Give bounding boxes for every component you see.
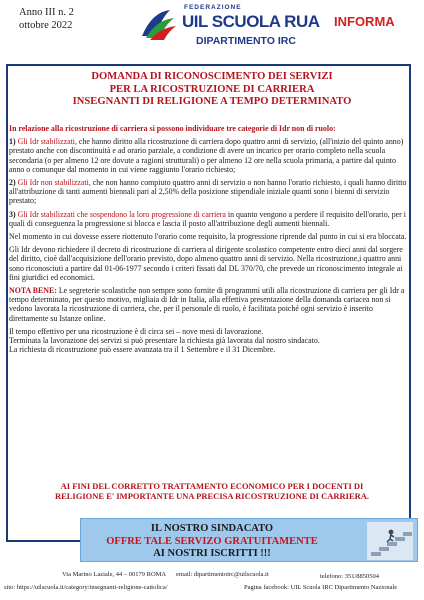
nota-bene-text: Le segreterie scolastiche non sempre sono fornite di programmi utili alla ricostruzione di carriera per gli Idr a tempo determinato, per questo motivo, migliaia di Idr in Italia, alla effettiva presentazione della domanda cartacea non si vedono lavorata la ricostruzione di carriera, che, per il personale di ruolo, è facilitata poiché ogni servizio è inserito direttamente su Istanze online. (9, 286, 405, 323)
edition-number: Anno III n. 2 (19, 7, 74, 18)
page-title (24, 71, 400, 109)
category-2-number: 2) (9, 178, 16, 188)
edition-info (19, 6, 74, 32)
edition-date: ottobre 2022 (19, 20, 73, 31)
nota-bene (9, 286, 407, 323)
logo-name: UIL SCUOLA RUA (182, 12, 320, 31)
logo-dipartimento: DIPARTIMENTO IRC (196, 35, 296, 47)
closing-line-2: RELIGIONE E' IMPORTANTE UNA PRECISA RICOSTRUZIONE DI CARRIERA. (54, 491, 370, 501)
footer-site-link[interactable]: sito: https://uilscuola.it/category/insegnanti-religione-cattolica/ (4, 584, 168, 591)
title-line-3: INSEGNANTI DI RELIGIONE A TEMPO DETERMINATO (72, 96, 352, 107)
title-line-1: DOMANDA DI RICONOSCIMENTO DEI SERVIZI (91, 71, 333, 82)
paragraph-timing (9, 327, 407, 355)
paragraph-progression: Nel momento in cui dovesse essere riottenuto l'orario come requisito, la progressione riprende dal punto in cui si era bloccata. (9, 232, 407, 242)
banner-line-2: OFFRE TALE SERVIZO GRATUITAMENTE (106, 535, 318, 547)
service-banner (80, 518, 418, 562)
category-1-number: 1) (9, 137, 16, 147)
paragraph-decree: Gli Idr devono richiedere il decreto di ricostruzione di carriera al dirigente scolastico competente entro dieci anni dal sorgere del diritto, cioè dall'acquisizione dell'orario previsto, dopo almeno quattro anni di servizio. Nella ricostruzione,i quattro anni sono riconosciuti a partire dal 01-06-1977 secondo i criteri fissati dal DL 370/70, che prevede un riconoscimento integrale ai fini giuridici ed economici. (9, 245, 403, 282)
category-3-number: 3) (9, 209, 16, 219)
footer-facebook-link[interactable]: Pagina facebook: UIL Scuola IRC Dipartimento Nazionale (244, 584, 398, 591)
banner-line-3: AI NOSTRI ISCRITTI !!! (153, 548, 271, 559)
uil-scuola-logo (138, 4, 408, 58)
timing-line-1: Il tempo effettivo per una ricostruzione è di circa sei – nove mesi di lavorazione. (9, 326, 264, 336)
closing-line-1: AI FINI DEL CORRETTO TRATTAMENTO ECONOMICO PER I DOCENTI DI (60, 481, 364, 491)
category-3 (9, 210, 407, 228)
banner-text (85, 523, 339, 561)
category-3-text: in quanto vengono a perdere il requisito dell'orario, per i quali di conseguenza la progressione si blocca e lascia il posto all'attribuzione degli aumenti biennali. (9, 209, 406, 228)
article-body (9, 124, 407, 354)
banner-line-1: IL NOSTRO SINDACATO (150, 523, 274, 534)
timing-line-2: Terminata la lavorazione dei servizi si può presentare la richiesta già lavorata dal nostro sindacato. (9, 336, 320, 346)
category-1-highlight: Gli Idr stabilizzati, (17, 137, 77, 147)
category-2 (9, 178, 407, 206)
timing-line-3: La richiesta di ricostruzione può essere avanzata tra il 1 Settembre e il 31 Dicembre. (9, 345, 276, 355)
nota-bene-label: NOTA BENE: (9, 286, 57, 296)
title-line-2: PER LA RICOSTRUZIONE DI CARRIERA (109, 83, 315, 95)
flag-logo-icon (138, 6, 178, 46)
intro-paragraph: In relazione alla ricostruzione di carriera si possono individuare tre categorie di Idr non di ruolo: (9, 124, 336, 133)
category-1-text: che hanno diritto alla ricostruzione di carriera dopo quattro anni di servizio, (all'inizio del quinto anno) prestato anche con discontinuità e ad orario parziale, a condizione di avere un incarico per orario completo nella scuola secondaria (o per almeno 12 ore dovute a ragioni strutturali) o per almeno 12 ore nella scuola primaria, a partire dal quinto anno o comunque dal momento in cui viene raggiunto l'orario richiesto; (9, 137, 404, 174)
logo-federazione: FEDERAZIONE (184, 4, 242, 11)
closing-statement (18, 481, 406, 501)
category-2-text: che non hanno compiuto quattro anni di servizio o non hanno l'orario richiesto, i quali hanno diritto all'attribuzione di tanti aumenti biennali pari al 2,50% della posizione stipendiale iniziale quanti sono i bienni di servizio prestato; (9, 178, 407, 206)
footer-address: Via Marino Laziale, 44 – 00179 ROMA (62, 571, 167, 578)
footer-phone: telefono: 351/8850504 (320, 573, 380, 580)
footer-email-link[interactable]: email: dipartimentoirc@uilscuola.it (176, 571, 269, 578)
category-1 (9, 137, 407, 174)
category-2-highlight: Gli Idr non stabilizzati, (17, 178, 91, 188)
logo-informa: INFORMA (334, 14, 395, 29)
stairs-climber-image (367, 522, 413, 560)
category-3-highlight: Gli Idr stabilizzati che sospendono la loro progressione di carriera (17, 209, 226, 219)
